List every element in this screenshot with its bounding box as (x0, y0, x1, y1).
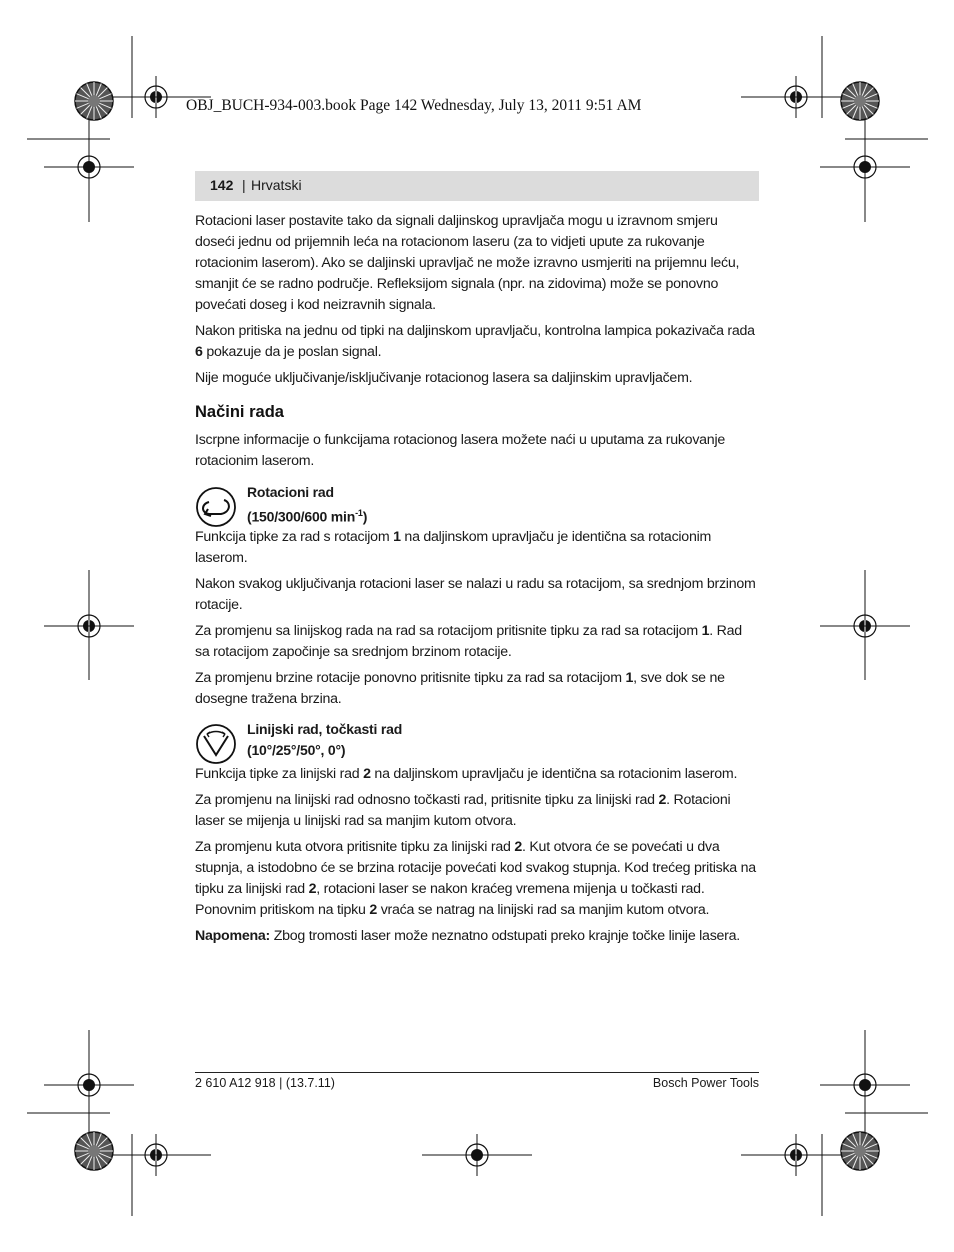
rotation-mode-icon (195, 486, 237, 528)
section-intro-paragraph: Iscrpne informacije o funkcijama rotacionog lasera možete naći u uputama za rukovanje rotacionim laserom. (195, 432, 725, 469)
page-header-bar (195, 171, 759, 201)
page-separator: | (242, 177, 246, 193)
rotation-paragraph-2: Nakon svakog uključivanja rotacioni laser se nalazi u radu sa rotacijom, sa srednjom brzinom rotacije. (195, 576, 756, 613)
line-paragraph-1: Funkcija tipke za linijski rad 2 na daljinskom upravljaču je identična sa rotacionim laserom. (195, 766, 738, 782)
intro-paragraph-3: Nije moguće uključivanje/isključivanje rotacionog lasera sa daljinskim upravljačem. (195, 370, 693, 386)
rotation-mode-title: Rotacioni rad (150/300/600 $\min^{-1}$) (247, 484, 368, 525)
line-paragraph-3: Za promjenu kuta otvora pritisnite tipku za linijski rad 2. Kut otvora će se povećati u dva stupnja, a istodobno će se brzina rotacije povećati kod svakog stupnja. Kod trećeg pritiska na tipku za linijski rad 2, rotacioni laser se nakon kraćeg vremena mijenja u točkasti rad. Ponovnim pritiskom na tipku 2 vraća se natrag na linijski rad sa manjim kutom otvora. (195, 839, 756, 918)
page-language: Hrvatski (251, 177, 302, 193)
line-mode-text (195, 764, 759, 952)
rotation-paragraph-3: Za promjenu sa linijskog rada na rad sa rotacijom pritisnite tipku za rad sa rotacijom 1. Rad sa rotacijom započinje sa srednjom brzinom rotacije. (195, 623, 742, 660)
intro-text (195, 211, 759, 394)
page-number: 142 (210, 177, 234, 193)
intro-paragraph-1: Rotacioni laser postavite tako da signali daljinskog upravljača mogu u izravnom smjeru doseći jednu od prijemnih leća na rotacionom laseru (za to vidjeti upute za rukovanje rotacionim laserom). Ako se daljinski upravljač ne može izravno usmjeriti na prijemnu leću, smanjit će se radno područje. Refleksijom signala (npr. na zidovima) može se ponovno povećati doseg i kod neizravnih signala. (195, 213, 740, 313)
print-header: OBJ_BUCH-934-003.book Page 142 Wednesday, July 13, 2011 9:51 AM (186, 97, 642, 114)
footer-document-code: 2 610 A12 918 | (13.7.11) (195, 1076, 335, 1090)
intro-paragraph-2: Nakon pritiska na jednu od tipki na daljinskom upravljaču, kontrolna lampica pokazivača rada 6 pokazuje da je poslan signal. (195, 323, 755, 360)
footer-rule (195, 1072, 759, 1073)
rotation-mode-text (195, 527, 759, 715)
line-mode-icon (195, 723, 237, 765)
rotation-paragraph-4: Za promjenu brzine rotacije ponovno pritisnite tipku za rad sa rotacijom 1, sve dok se ne dosegne tražena brzina. (195, 670, 725, 707)
rotation-paragraph-1: Funkcija tipke za rad s rotacijom 1 na daljinskom upravljaču je identična sa rotacionim laserom. (195, 529, 712, 566)
section-intro (195, 430, 759, 477)
line-paragraph-2: Za promjenu na linijski rad odnosno točkasti rad, pritisnite tipku za linijski rad 2. Rotacioni laser se mijenja u linijski rad sa manjim kutom otvora. (195, 792, 731, 829)
footer-brand: Bosch Power Tools (652, 1076, 759, 1090)
section-title: Načini rada (195, 403, 284, 421)
line-mode-title: Linijski rad, točkasti rad (10°/25°/50°, 0°) (247, 721, 403, 758)
note-paragraph: Napomena: Zbog tromosti laser može neznatno odstupati preko krajnje točke linije lasera. (195, 928, 740, 944)
